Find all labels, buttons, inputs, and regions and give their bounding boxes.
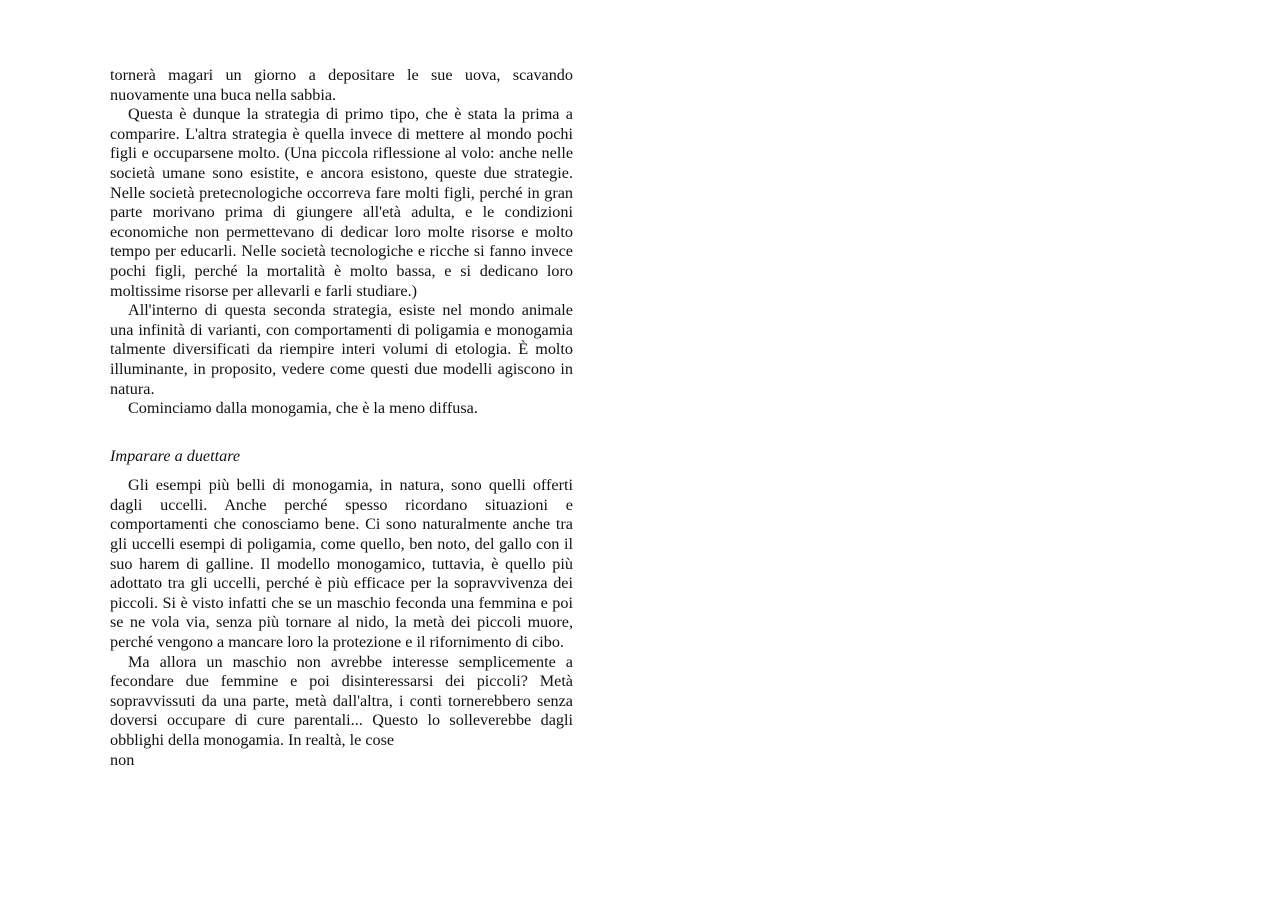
paragraph-male-interest: Ma allora un maschio non avrebbe interesse semplicemente a fecondare due femmine e poi disinteressarsi dei piccoli? Metà sopravvissuti da una parte, metà dall'altra, i conti tornerebbero senza doversi occupare di cure parentali... Questo lo solleverebbe dagli obblighi della monogamia. In realtà, le cose: [110, 652, 573, 749]
paragraph-variants: All'interno di questa seconda strategia, esiste nel mondo animale una infinità di varianti, con comportamenti di poligamia e monogamia talmente diversificati da riempire interi volumi di etologia. È molto illuminante, in proposito, vedere come questi due modelli agiscono in natura.: [110, 301, 573, 398]
section-heading: Imparare a duettare: [110, 446, 241, 465]
paragraph-tail: non: [110, 750, 135, 769]
paragraph-birds: Gli esempi più belli di monogamia, in natura, sono quelli offerti dagli uccelli. Anche perché spesso ricordano situazioni e comportamenti che conosciamo bene. Ci sono naturalmente anche tra gli uccelli esempi di poligamia, come quello, ben noto, del gallo con il suo harem di galline. Il modello monogamico, tuttavia, è quello più adottato tra gli uccelli, perché è più efficace per la sopravvivenza dei piccoli. Si è visto infatti che se un maschio feconda una femmina e poi se ne vola via, senza più tornare al nido, la metà dei piccoli muore, perché vengono a mancare loro la protezione e il rifornimento di cibo.: [110, 476, 573, 652]
paragraph-strategies: Questa è dunque la strategia di primo tipo, che è stata la prima a comparire. L'altra strategia è quella invece di mettere al mondo pochi figli e occuparsene molto. (Una piccola riflessione al volo: anche nelle società umane sono esistite, e ancora esistono, queste due strategie. Nelle società pretecnologiche occorreva fare molti figli, perché in gran parte morivano prima di giungere all'età adulta, e le condizioni economiche non permettevano di dedicar loro molte risorse e molto tempo per educarli. Nelle società tecnologiche e ricche si fanno invece pochi figli, perché la mortalità è molto bassa, e si dedicano loro moltissime risorse per allevarli e farli studiare.): [110, 105, 573, 300]
text-column: [110, 66, 573, 770]
paragraph-continuation: tornerà magari un giorno a depositare le sue uova, scavando nuovamente una buca nella sabbia.: [110, 66, 573, 104]
paragraph-monogamy-intro: Cominciamo dalla monogamia, che è la meno diffusa.: [128, 399, 478, 418]
